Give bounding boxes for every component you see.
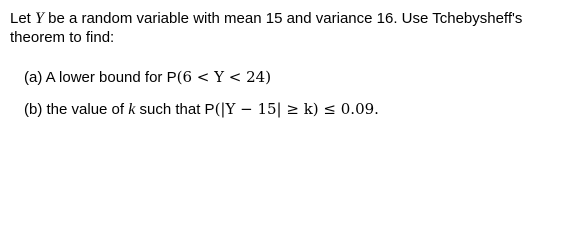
part-b-label-mid: such that P xyxy=(135,101,215,118)
part-b-math: (|Y − 15| ≥ k) ≤ 0.09. xyxy=(214,100,379,118)
problem-statement xyxy=(10,9,570,47)
part-b-variable: k xyxy=(128,101,136,118)
part-a-label: (a) A lower bound for P xyxy=(24,69,177,86)
part-b xyxy=(24,100,379,119)
intro-suffix: be a random variable with mean 15 and variance 16. Use Tchebysheff's theorem to find: xyxy=(10,10,523,46)
intro-prefix: Let xyxy=(10,10,36,27)
random-variable: Y xyxy=(35,10,44,27)
part-b-label-prefix: (b) the value of xyxy=(24,101,129,118)
part-a-math: (6 < Y < 24) xyxy=(176,68,272,86)
part-a xyxy=(24,68,271,86)
